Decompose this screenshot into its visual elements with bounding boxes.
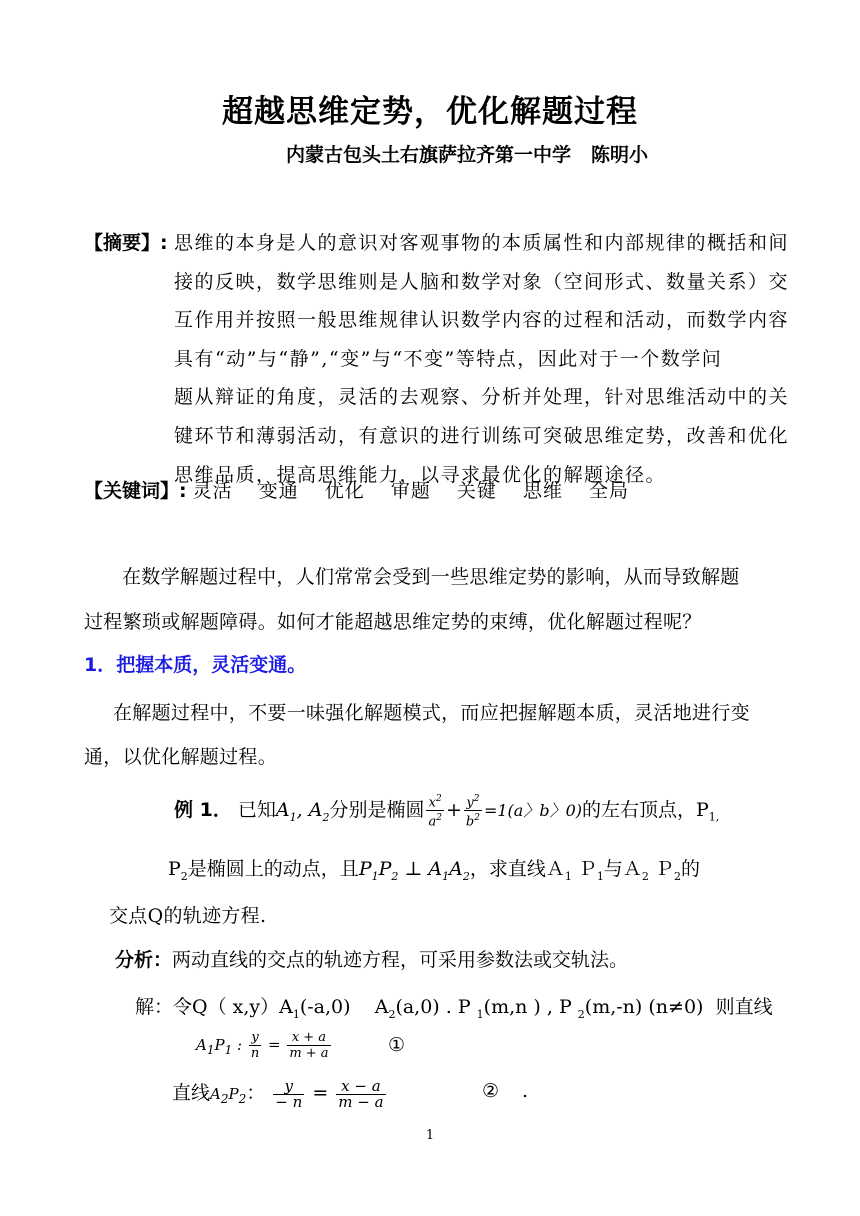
fraction: $\frac{x^2}{a^2}$: [428, 794, 442, 830]
keyword: 变通: [258, 480, 299, 502]
equation-2-label: 直线: [172, 1082, 211, 1104]
abstract-line: 题从辩证的角度，灵活的去观察、分析并处理，针对思维活动中的关: [174, 386, 790, 409]
author-name: 陈明小: [591, 144, 649, 166]
math-a1a2: $A_1$, $A_2$: [275, 798, 330, 824]
abstract-line: 互作用并按照一般思维规律认识数学内容的过程和活动，而数学内容: [174, 309, 790, 332]
solution-label: 解：: [135, 996, 174, 1018]
example-text: 分别是椭圆: [329, 798, 425, 821]
equation-2-mark: ②: [482, 1080, 500, 1102]
keywords: [84, 476, 649, 503]
analysis-label: 分析：: [115, 949, 173, 971]
example-text: 是椭圆上的动点，且: [187, 858, 359, 880]
section-para-line-2: 通，以优化解题过程。: [84, 746, 278, 768]
example-label: 例 1．: [174, 798, 232, 821]
example-text: ，求直线Ａ: [469, 858, 565, 880]
example-text: 与Ａ: [603, 858, 642, 880]
equation-1-mark: ①: [388, 1034, 406, 1056]
solution-p1: (m,n ): [483, 996, 541, 1018]
page-title: 超越思维定势，优化解题过程: [222, 94, 638, 130]
section-heading: 1．把握本质，灵活变通。: [84, 654, 307, 676]
abstract-label: 【摘要】:: [84, 232, 168, 254]
keyword: 优化: [324, 480, 365, 502]
solution-line: 解：令Q（ $x,y)A_1(-a,0)$ $A_2(a,0)$ . P $_1$(m,n ) , P $_2$(m,-n) (n≠0) 则直线: [135, 996, 773, 1021]
abstract-line: 思维的本身是人的意识对客观事物的本质属性和内部规律的概括和间: [174, 232, 790, 254]
solution-cond: (n≠0): [648, 996, 704, 1018]
keyword: 关键: [456, 480, 497, 502]
math-perp: $P_1P_2$ ⊥ $A_1A_2$: [358, 858, 470, 883]
solution-a1: (-a,0): [299, 996, 351, 1018]
solution-p2: (m,-n): [584, 996, 643, 1018]
abstract-line: 具有“动”与“静”,“变”与“不变”等特点，因此对于一个数学问: [174, 347, 723, 370]
solution-text: 令Q（ x,y）A: [173, 996, 293, 1018]
keywords-label: 【关键词】:: [84, 480, 187, 502]
intro-line-1: 在数学解题过程中，人们常常会受到一些思维定势的影响，从而导致解题: [122, 566, 740, 588]
author-school: 内蒙古包头土右旗萨拉齐第一中学: [286, 144, 572, 166]
intro-line-2: 过程繁琐或解题障碍。如何才能超越思维定势的束缚，优化解题过程呢？: [84, 611, 702, 633]
author-line: [286, 140, 648, 167]
abstract-text: [174, 224, 790, 494]
example-line-1: 例 1． 已知$A_1$, $A_2$分别是椭圆 $\frac{x^2}{a^2}$ + $\frac{y^2}{b^2}$ =1(a〉b〉0)的左右顶点，$P_{1,}$: [174, 794, 720, 830]
analysis: [115, 945, 628, 972]
solution-a2: (a,0): [395, 996, 440, 1018]
keyword: 审题: [390, 480, 431, 502]
analysis-text: 两动直线的交点的轨迹方程，可采用参数法或交轨法。: [172, 949, 629, 971]
example-text: 的: [680, 858, 700, 880]
example-line-3: 交点Q的轨迹方程.: [109, 905, 267, 927]
equation-2: 直线$A_2P_2$： $\frac{y}{- n}$ = $\frac{x - a}{m - a}$: [172, 1076, 384, 1111]
fraction: $\frac{y^2}{b^2}$: [465, 794, 480, 830]
keyword: 思维: [522, 480, 563, 502]
keyword: 灵活: [192, 480, 233, 502]
keyword: 全局: [589, 480, 630, 502]
equation-2-dot: .: [522, 1080, 529, 1102]
example-text: 的左右顶点，P: [582, 798, 709, 821]
example-text: 已知: [237, 798, 276, 821]
abstract-line: 思维品质，提高思维能力，以寻求最优化的解题途径。: [174, 463, 667, 486]
equation-1: $A_1P_1$ : $\frac{y}{n}$ = $\frac{x + a}{m + a}$: [196, 1030, 329, 1061]
example-line-2: $P_2$是椭圆上的动点，且$P_1P_2$ ⊥ $A_1A_2$，求直线Ａ$_1$ Ｐ$_1$与Ａ$_2$ Ｐ$_2$的: [168, 858, 700, 883]
page-number: 1: [425, 1128, 435, 1143]
abstract-line: 接的反映，数学思维则是人脑和数学对象（空间形式、数量关系）交: [174, 270, 790, 293]
abstract-line: 键环节和薄弱活动，有意识的进行训练可突破思维定势，改善和优化: [174, 424, 790, 447]
section-para-line-1: 在解题过程中，不要一味强化解题模式，而应把握解题本质，灵活地进行变: [113, 702, 750, 724]
solution-tail: 则直线: [715, 996, 773, 1018]
